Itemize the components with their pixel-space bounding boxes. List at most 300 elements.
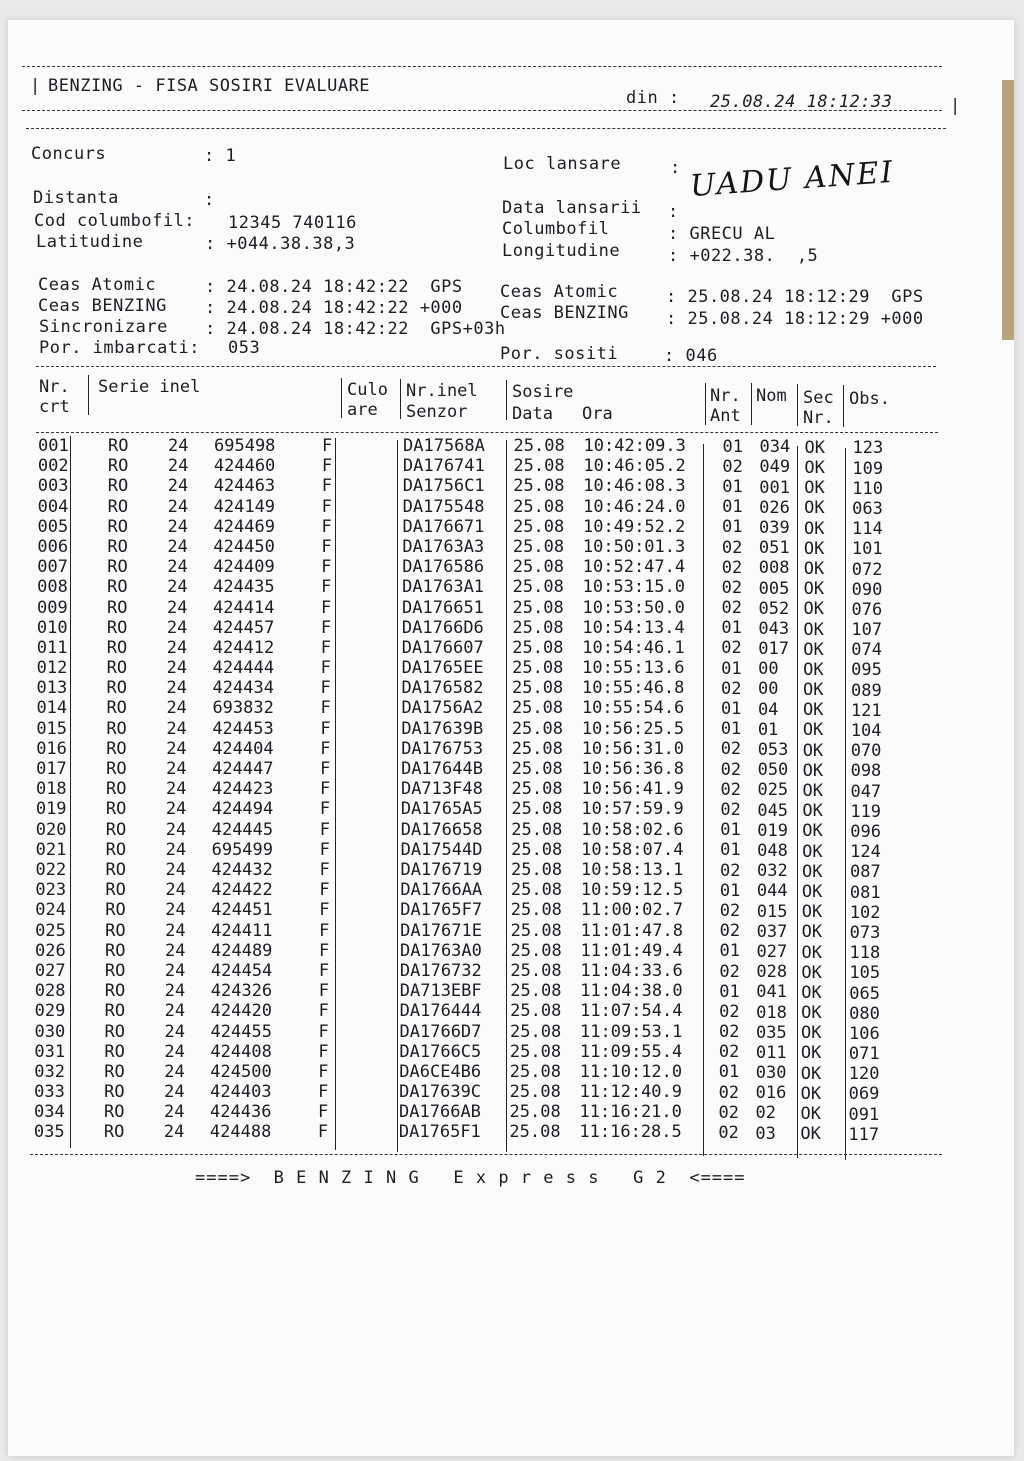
cell-year: 24 xyxy=(165,900,186,921)
cell-sec: OK xyxy=(803,639,824,660)
cell-nom: 035 xyxy=(756,1022,787,1043)
cell-sex: F xyxy=(318,1082,329,1103)
cell-nom: 01 xyxy=(757,719,779,740)
col-serie-inel: Serie inel xyxy=(98,377,201,397)
col-nr-inel: Nr.inel xyxy=(406,381,478,401)
cell-country: RO xyxy=(106,658,128,679)
cell-ring-number: 424447 xyxy=(212,759,274,780)
ceas-benzing-label: Ceas BENZING xyxy=(38,296,167,316)
cell-year: 24 xyxy=(164,1061,185,1082)
cell-nr-ant: 02 xyxy=(720,739,742,760)
cell-nr-ant: 02 xyxy=(719,961,740,982)
cell-nr-crt: 028 xyxy=(34,981,66,1002)
cell-sensor-id: DA176658 xyxy=(400,819,483,840)
cell-nr-ant: 01 xyxy=(721,658,742,679)
header-separator xyxy=(843,385,844,427)
cell-sex: F xyxy=(318,1041,329,1062)
cell-arrival-time: 10:53:15.0 xyxy=(582,577,686,598)
cell-obs: 065 xyxy=(849,983,880,1004)
cell-nr-ant: 01 xyxy=(722,497,743,518)
cell-arrival-time: 10:53:50.0 xyxy=(582,597,685,618)
cell-sex: F xyxy=(319,920,330,941)
cell-arrival-date: 25.08 xyxy=(511,839,563,860)
cell-nr-ant: 01 xyxy=(722,517,743,538)
cell-arrival-time: 11:04:33.6 xyxy=(580,960,683,981)
cell-obs: 070 xyxy=(850,741,882,762)
loc-lansare-label: Loc lansare xyxy=(503,154,622,174)
cell-obs: 109 xyxy=(852,458,884,479)
cell-sex: F xyxy=(320,637,332,658)
col-senzor: Senzor xyxy=(406,402,468,422)
paper-edge-shadow xyxy=(1002,80,1014,340)
col-obs: Obs. xyxy=(849,389,890,409)
cell-sex: F xyxy=(321,536,332,557)
cell-sec: OK xyxy=(800,1124,821,1145)
cell-obs: 124 xyxy=(850,842,881,863)
cell-sex: F xyxy=(320,678,331,699)
cell-sex: F xyxy=(321,456,333,477)
cell-sec: OK xyxy=(804,457,825,478)
cell-sex: F xyxy=(321,496,332,517)
cell-arrival-time: 11:01:47.8 xyxy=(580,920,683,941)
cell-obs: 119 xyxy=(850,801,882,822)
cell-year: 24 xyxy=(164,1001,186,1022)
title-bar-pipe: | xyxy=(30,76,41,96)
cell-nr-crt: 020 xyxy=(35,819,67,840)
cell-nr-ant: 02 xyxy=(720,759,742,780)
cell-arrival-time: 10:46:08.3 xyxy=(583,476,686,497)
cell-country: RO xyxy=(107,597,128,618)
cell-nr-crt: 031 xyxy=(34,1041,66,1062)
loc-lansare-colon: : xyxy=(670,158,681,178)
cell-obs: 047 xyxy=(850,781,882,802)
cell-sex: F xyxy=(320,617,332,638)
cell-sex: F xyxy=(321,577,332,598)
column-separator xyxy=(703,444,704,1156)
cell-country: RO xyxy=(103,1122,125,1143)
cell-nom: 049 xyxy=(759,457,791,478)
divider-line xyxy=(26,128,946,129)
cell-nom: 032 xyxy=(756,861,788,882)
page-title: BENZING - FISA SOSIRI EVALUARE xyxy=(48,76,371,96)
cell-sec: OK xyxy=(801,1003,822,1024)
cell-ring-number: 424436 xyxy=(210,1102,272,1123)
cell-arrival-date: 25.08 xyxy=(512,678,564,699)
cell-arrival-time: 10:54:13.4 xyxy=(582,617,685,638)
cell-nr-ant: 02 xyxy=(721,678,742,699)
divider-line xyxy=(36,366,936,367)
cell-sensor-id: DA1766D6 xyxy=(401,617,484,638)
col-crt: crt xyxy=(39,397,70,417)
cell-arrival-time: 10:56:31.0 xyxy=(581,738,685,759)
cell-nr-crt: 033 xyxy=(34,1082,65,1103)
cell-ring-number: 424420 xyxy=(210,1001,273,1022)
cell-nr-ant: 02 xyxy=(721,557,743,578)
cell-arrival-time: 11:07:54.4 xyxy=(580,1001,683,1022)
cell-year: 24 xyxy=(166,759,187,780)
cell-nom: 044 xyxy=(756,881,788,902)
cell-sec: OK xyxy=(802,841,823,862)
cell-sec: OK xyxy=(800,1063,822,1084)
cell-ring-number: 695499 xyxy=(211,839,274,860)
cell-country: RO xyxy=(107,516,128,537)
cell-nr-ant: 02 xyxy=(719,1022,740,1043)
cell-nr-ant: 01 xyxy=(720,840,741,861)
cell-sensor-id: DA176607 xyxy=(401,637,484,658)
cell-nr-crt: 010 xyxy=(36,617,68,638)
cell-year: 24 xyxy=(164,960,186,981)
cell-arrival-time: 11:12:40.9 xyxy=(579,1082,683,1103)
cell-ring-number: 424408 xyxy=(210,1041,272,1062)
cell-obs: 098 xyxy=(850,761,882,782)
cell-ring-number: 424403 xyxy=(210,1082,272,1103)
cell-sex: F xyxy=(320,738,331,759)
cell-nr-crt: 027 xyxy=(34,960,66,981)
cell-sex: F xyxy=(318,981,329,1002)
cell-year: 24 xyxy=(166,718,187,739)
porumbei-imbarcati-label: Por. imbarcati: xyxy=(39,338,201,358)
cell-sensor-id: DA1766C5 xyxy=(399,1041,482,1062)
cell-obs: 063 xyxy=(852,498,883,519)
cell-country: RO xyxy=(105,900,126,921)
cell-nom: 018 xyxy=(756,1002,787,1023)
cell-obs: 071 xyxy=(848,1044,880,1065)
cell-sensor-id: DA1766AA xyxy=(400,880,483,901)
cell-nom: 027 xyxy=(756,941,788,962)
cell-sec: OK xyxy=(802,700,824,721)
cell-country: RO xyxy=(105,779,127,800)
cell-arrival-date: 25.08 xyxy=(511,819,563,840)
cell-sensor-id: DA1756C1 xyxy=(402,476,485,497)
cell-arrival-date: 25.08 xyxy=(511,799,563,820)
cell-year: 24 xyxy=(167,456,189,477)
cell-sensor-id: DA176671 xyxy=(402,516,485,537)
cell-country: RO xyxy=(104,1082,125,1103)
latitudine-value: : +044.38.38,3 xyxy=(205,234,356,254)
cell-nr-ant: 01 xyxy=(719,981,740,1002)
cell-sec: OK xyxy=(800,1083,822,1104)
cell-sensor-id: DA1763A0 xyxy=(400,940,482,961)
cell-arrival-date: 25.08 xyxy=(512,557,564,578)
cell-year: 24 xyxy=(164,981,186,1002)
cell-sec: OK xyxy=(803,659,824,680)
cell-country: RO xyxy=(107,536,128,557)
cell-year: 24 xyxy=(166,637,188,658)
cell-ring-number: 424432 xyxy=(211,859,273,880)
cell-sex: F xyxy=(318,1021,329,1042)
concurs-value: : 1 xyxy=(204,146,237,166)
cell-country: RO xyxy=(105,839,127,860)
cell-sec: OK xyxy=(800,1043,822,1064)
cell-sensor-id: DA1766D7 xyxy=(399,1021,482,1042)
cell-country: RO xyxy=(105,859,126,880)
cell-ring-number: 424451 xyxy=(211,900,273,921)
cell-obs: 073 xyxy=(849,922,881,943)
cell-nr-crt: 022 xyxy=(35,859,67,880)
cell-country: RO xyxy=(107,577,128,598)
cell-sex: F xyxy=(320,718,331,739)
cell-nr-ant: 02 xyxy=(718,1082,740,1103)
cell-sensor-id: DA176719 xyxy=(400,859,483,880)
cell-country: RO xyxy=(106,678,128,699)
cell-nr-ant: 01 xyxy=(721,618,742,639)
cell-ring-number: 424450 xyxy=(213,536,275,557)
cell-year: 24 xyxy=(166,698,187,719)
cell-ring-number: 424404 xyxy=(212,738,274,759)
cell-arrival-date: 25.08 xyxy=(510,859,563,880)
cell-nom: 011 xyxy=(755,1042,787,1063)
latitudine-label: Latitudine xyxy=(36,232,144,252)
cell-obs: 087 xyxy=(849,862,881,883)
cell-sensor-id: DA176651 xyxy=(402,597,484,618)
column-separator xyxy=(845,448,846,1160)
cell-nr-ant: 02 xyxy=(722,456,743,477)
cell-arrival-date: 25.08 xyxy=(511,779,563,800)
col-culoare: Culo xyxy=(347,380,388,400)
cell-sec: OK xyxy=(801,1023,822,1044)
cell-arrival-time: 10:56:25.5 xyxy=(581,718,685,739)
porumbei-sositi-value: : 046 xyxy=(664,346,718,366)
cell-arrival-time: 10:52:47.4 xyxy=(582,557,686,578)
cell-country: RO xyxy=(104,1041,125,1062)
cell-sec: OK xyxy=(802,720,824,741)
cell-nr-ant: 02 xyxy=(721,598,743,619)
cell-nr-ant: 01 xyxy=(719,941,740,962)
cell-sec: OK xyxy=(804,478,825,499)
cell-year: 24 xyxy=(164,1041,185,1062)
cell-sex: F xyxy=(321,476,332,497)
cell-ring-number: 424454 xyxy=(210,960,273,981)
cell-obs: 081 xyxy=(849,882,881,903)
cell-year: 24 xyxy=(167,496,189,517)
cell-sex: F xyxy=(319,900,330,921)
cell-year: 24 xyxy=(167,516,188,537)
cell-country: RO xyxy=(106,617,128,638)
cell-arrival-date: 25.08 xyxy=(510,880,563,901)
cell-arrival-date: 25.08 xyxy=(510,920,562,941)
cell-ring-number: 693832 xyxy=(212,698,274,719)
cell-arrival-date: 25.08 xyxy=(512,536,565,557)
cell-country: RO xyxy=(104,1021,125,1042)
col-nr-ant: Nr. xyxy=(710,386,741,406)
cell-sec: OK xyxy=(802,821,823,842)
cell-nr-ant: 01 xyxy=(719,880,741,901)
cell-sec: OK xyxy=(801,962,822,983)
cell-country: RO xyxy=(106,759,127,780)
columbofil-label: Columbofil xyxy=(502,219,610,239)
cell-country: RO xyxy=(104,981,126,1002)
cell-nr-crt: 009 xyxy=(37,597,68,618)
cell-nr-ant: 01 xyxy=(718,1062,740,1083)
cell-arrival-date: 25.08 xyxy=(511,718,563,739)
cell-country: RO xyxy=(106,738,127,759)
cell-year: 24 xyxy=(163,1122,185,1143)
cell-nom: 039 xyxy=(759,517,790,538)
header-separator xyxy=(797,384,798,426)
cell-arrival-time: 10:42:09.3 xyxy=(583,436,686,456)
cell-sec: OK xyxy=(801,861,823,882)
cod-columbofil-label: Cod columbofil: xyxy=(34,211,196,231)
cell-year: 24 xyxy=(164,1021,185,1042)
header-separator xyxy=(705,383,706,425)
cell-obs: 090 xyxy=(851,579,883,600)
cell-sensor-id: DA1766AB xyxy=(399,1102,481,1123)
cell-sensor-id: DA17671E xyxy=(400,920,482,941)
cell-nr-ant: 02 xyxy=(718,1042,740,1063)
cell-year: 24 xyxy=(167,557,188,578)
cell-sex: F xyxy=(321,597,332,618)
cell-nr-ant: 02 xyxy=(720,800,741,820)
cell-obs: 117 xyxy=(848,1124,880,1145)
header-separator xyxy=(341,378,342,418)
cell-year: 24 xyxy=(165,920,186,941)
header-separator xyxy=(400,379,401,419)
cell-arrival-date: 25.08 xyxy=(511,698,564,719)
ceas-atomic-label: Ceas Atomic xyxy=(38,275,157,295)
cell-arrival-date: 25.08 xyxy=(509,1061,561,1082)
distanta-label: Distanta xyxy=(33,188,119,208)
cell-nr-ant: 01 xyxy=(720,699,742,720)
cell-arrival-date: 25.08 xyxy=(513,476,565,497)
cell-obs: 121 xyxy=(850,700,882,721)
cell-sensor-id: DA17544D xyxy=(400,839,483,860)
cell-country: RO xyxy=(104,1001,126,1022)
cell-sensor-id: DA1763A1 xyxy=(402,577,485,598)
cell-ring-number: 424460 xyxy=(213,456,276,477)
footer-banner: ====> B E N Z I N G E x p r e s s G 2 <==== xyxy=(195,1168,746,1188)
cell-arrival-date: 25.08 xyxy=(509,1122,561,1143)
cell-sex: F xyxy=(319,779,331,800)
cell-obs: 114 xyxy=(852,519,883,540)
cell-ring-number: 424409 xyxy=(213,557,275,578)
cell-country: RO xyxy=(104,1061,125,1082)
cell-arrival-date: 25.08 xyxy=(510,960,562,981)
cell-arrival-date: 25.08 xyxy=(512,637,564,658)
cell-nr-ant: 02 xyxy=(720,779,741,800)
cell-nr-crt: 018 xyxy=(35,779,67,800)
ceas-atomic-value-right: : 25.08.24 18:12:29 GPS xyxy=(666,287,924,307)
column-separator xyxy=(335,438,336,1150)
longitudine-label: Longitudine xyxy=(502,241,621,261)
ceas-atomic-value: : 24.08.24 18:42:22 GPS xyxy=(205,277,463,297)
cell-year: 24 xyxy=(166,658,188,679)
longitudine-value: : +022.38. ,5 xyxy=(668,246,819,266)
cell-nr-ant: 02 xyxy=(721,537,743,558)
cell-ring-number: 424422 xyxy=(211,880,273,901)
cell-ring-number: 424489 xyxy=(211,940,273,961)
cell-sensor-id: DA176586 xyxy=(402,557,485,578)
cell-sensor-id: DA1765A5 xyxy=(400,799,483,820)
porumbei-sositi-label: Por. sositi xyxy=(500,344,619,364)
cell-year: 24 xyxy=(167,536,188,557)
cell-arrival-time: 11:04:38.0 xyxy=(580,981,683,1002)
cell-country: RO xyxy=(107,496,129,517)
cell-arrival-date: 25.08 xyxy=(509,1082,561,1103)
cell-sex: F xyxy=(318,1061,329,1082)
cell-sensor-id: DA713F48 xyxy=(400,779,483,800)
cell-nr-crt: 002 xyxy=(37,456,69,477)
cell-sensor-id: DA1756A2 xyxy=(401,698,484,719)
cell-nr-crt: 016 xyxy=(36,738,67,759)
cell-nom: 017 xyxy=(758,639,790,660)
cell-nom: 00 xyxy=(758,659,779,680)
cell-sec: OK xyxy=(803,558,825,579)
cod-columbofil-value: 12345 740116 xyxy=(228,213,357,233)
cell-sex: F xyxy=(318,1102,329,1123)
cell-nom: 050 xyxy=(757,760,789,781)
cell-obs: 123 xyxy=(852,438,884,459)
cell-arrival-time: 11:01:49.4 xyxy=(580,940,683,961)
cell-country: RO xyxy=(107,557,128,578)
cell-nr-crt: 012 xyxy=(36,658,68,679)
cell-nr-crt: 029 xyxy=(34,1001,66,1022)
cell-year: 24 xyxy=(164,1082,185,1103)
cell-sex: F xyxy=(318,960,330,981)
divider-line xyxy=(36,432,938,433)
cell-arrival-date: 25.08 xyxy=(509,1102,561,1123)
cell-year: 24 xyxy=(166,738,187,759)
cell-nr-crt: 006 xyxy=(37,536,69,557)
cell-nr-ant: 02 xyxy=(719,1001,740,1022)
cell-nr-ant: 02 xyxy=(721,638,742,659)
cell-sec: OK xyxy=(800,1104,822,1125)
cell-ring-number: 424326 xyxy=(210,981,273,1002)
cell-sensor-id: DA17639C xyxy=(399,1082,482,1103)
report-date: 25.08.24 18:12:33 xyxy=(710,92,893,112)
cell-ring-number: 424457 xyxy=(212,617,275,638)
cell-nr-crt: 026 xyxy=(35,940,66,961)
cell-year: 24 xyxy=(165,819,187,840)
cell-sensor-id: DA6CE4B6 xyxy=(399,1061,482,1082)
cell-year: 24 xyxy=(165,940,186,961)
cell-nr-crt: 025 xyxy=(35,920,66,941)
cell-nom: 043 xyxy=(758,618,790,639)
cell-ring-number: 424453 xyxy=(212,718,274,739)
col-culoare-2: are xyxy=(347,400,378,420)
cell-country: RO xyxy=(106,718,127,739)
cell-sec: OK xyxy=(804,498,825,519)
cell-sex: F xyxy=(320,658,331,679)
cell-sensor-id: DA1765F7 xyxy=(400,900,483,921)
cell-nom: 026 xyxy=(759,497,790,518)
cell-arrival-time: 10:58:07.4 xyxy=(581,839,684,860)
cell-obs: 105 xyxy=(849,963,881,984)
cell-country: RO xyxy=(106,698,127,719)
cell-nr-crt: 003 xyxy=(37,476,69,497)
cell-sensor-id: DA176753 xyxy=(401,738,484,759)
cell-nr-ant: 02 xyxy=(719,860,741,881)
cell-arrival-date: 25.08 xyxy=(511,738,563,759)
cell-sensor-id: DA17568A xyxy=(403,436,485,456)
cell-year: 24 xyxy=(167,597,188,618)
cell-sec: OK xyxy=(802,760,824,781)
cell-obs: 120 xyxy=(848,1064,880,1085)
cell-arrival-date: 25.08 xyxy=(509,1041,562,1062)
cell-arrival-time: 10:46:05.2 xyxy=(583,456,686,477)
cell-obs: 089 xyxy=(851,680,882,701)
data-lansarii-label: Data lansarii xyxy=(502,198,642,218)
cell-nom: 053 xyxy=(757,740,789,761)
col-nom: Nom xyxy=(756,386,787,406)
cell-country: RO xyxy=(106,637,128,658)
cell-sec: OK xyxy=(802,740,824,761)
cell-obs: 072 xyxy=(851,559,883,580)
cell-country: RO xyxy=(107,476,129,497)
cell-nr-ant: 02 xyxy=(721,577,743,598)
cell-country: RO xyxy=(105,920,126,941)
cell-arrival-date: 25.08 xyxy=(513,496,565,517)
cell-nr-ant: 01 xyxy=(722,436,743,457)
